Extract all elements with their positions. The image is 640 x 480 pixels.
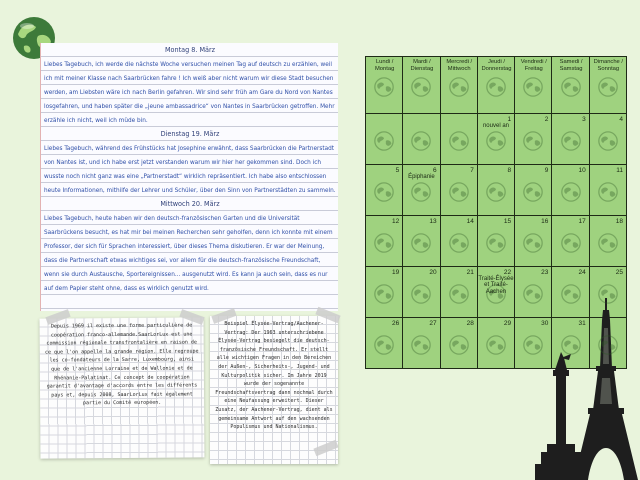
calendar-day-cell[interactable]: [366, 267, 403, 318]
day-number: 6: [432, 167, 437, 174]
day-number: 15: [503, 218, 512, 225]
day-event: Traité-Élysée et Traité-Aachen: [478, 276, 514, 295]
calendar-day-cell[interactable]: [589, 216, 626, 267]
globe-watermark-icon: [410, 76, 432, 98]
globe-watermark-icon: [597, 181, 619, 203]
calendar-day-cell[interactable]: [403, 165, 440, 216]
globe-watermark-icon: [597, 76, 619, 98]
calendar-day-cell[interactable]: [440, 165, 477, 216]
calendar-header-cell: [515, 57, 552, 114]
calendar-day-cell[interactable]: [477, 318, 514, 369]
note-text: Depuis 1969 il existe une forme particulière de coopération franco-allemande.SaarLorLux est une commission régionale transfrontalière en raison de ce que l'on appelle la grande région. Elle regroupe les co-fondateurs de la Sarre, Luxembourg, ainsi que de l'ancienne Lorraine et de Wallonie et de Rhénanie-Palatinat. Ce concept de coopération garantit d'avantage d'accords entre les différents pays et, depuis 2008, SaarLorLux fait également partie du Comité européen.: [44, 322, 199, 407]
diary-date: Mittwoch 20. März: [160, 199, 220, 208]
diary-page: [40, 43, 338, 311]
globe-watermark-icon: [485, 232, 507, 254]
day-number: 28: [466, 320, 474, 327]
note-elysee-vertrag: [210, 316, 338, 464]
globe-watermark-icon: [448, 130, 470, 152]
globe-watermark-icon: [410, 181, 432, 203]
globe-watermark-icon: [597, 130, 619, 152]
day-number: 24: [578, 269, 586, 276]
weekday-label: Mardi / Dienstag: [410, 59, 434, 72]
day-number: 25: [615, 269, 623, 276]
globe-watermark-icon: [560, 76, 582, 98]
day-number: 19: [392, 269, 400, 276]
globe-watermark-icon: [522, 76, 544, 98]
globe-watermark-icon: [373, 232, 395, 254]
globe-watermark-icon: [485, 334, 507, 356]
globe-watermark-icon: [560, 334, 582, 356]
globe-watermark-icon: [373, 334, 395, 356]
globe-watermark-icon: [410, 334, 432, 356]
weekday-label: Samedi / Samstag: [559, 59, 583, 72]
globe-watermark-icon: [373, 76, 395, 98]
calendar-day-cell[interactable]: [515, 165, 552, 216]
calendar-day-cell[interactable]: [366, 216, 403, 267]
calendar-day-cell[interactable]: [440, 267, 477, 318]
day-number: 29: [503, 320, 512, 327]
day-number: 4: [619, 116, 623, 123]
day-number: 1: [507, 116, 512, 123]
day-number: 17: [578, 218, 586, 225]
globe-watermark-icon: [373, 130, 395, 152]
diary-entry: Liebes Tagebuch, während des Frühstücks hat Josephine erwähnt, dass Saarbrücken die Partnerstadt von Nantes ist, und ich habe erst jetzt verstanden warum wir hier her gekommen sind. Doch ich wusste noch nicht ganz was eine „Partnerstadt“ wirklich repräsentiert. Ich habe also entschlossen heute Informationen, mithilfe der Lehrer und Schüler, über den Sinn von Partnerstädten zu sammeln.: [44, 144, 336, 194]
day-number: 16: [541, 218, 549, 225]
weekday-label: Vendredi / Freitag: [520, 59, 547, 72]
globe-watermark-icon: [522, 130, 544, 152]
day-number: 14: [466, 218, 474, 225]
globe-watermark-icon: [448, 181, 470, 203]
calendar-header-cell: [552, 57, 589, 114]
weekday-label: Mercredi / Mittwoch: [446, 59, 473, 72]
day-number: 8: [507, 167, 512, 174]
calendar-day-cell[interactable]: [515, 267, 552, 318]
day-number: 27: [429, 320, 437, 327]
globe-watermark-icon: [485, 130, 507, 152]
calendar-day-cell[interactable]: [515, 216, 552, 267]
globe-watermark-icon: [560, 130, 582, 152]
day-number: 10: [578, 167, 586, 174]
calendar-day-cell[interactable]: [366, 114, 403, 165]
globe-watermark-icon: [597, 334, 619, 356]
calendar-day-cell[interactable]: [552, 165, 589, 216]
calendar-day-cell[interactable]: [440, 318, 477, 369]
globe-watermark-icon: [410, 232, 432, 254]
calendar-day-cell[interactable]: [477, 165, 514, 216]
calendar-week-row: [366, 114, 627, 165]
calendar-day-cell[interactable]: [552, 216, 589, 267]
calendar-day-cell[interactable]: [477, 267, 514, 318]
day-number: 30: [541, 320, 549, 327]
calendar-day-cell[interactable]: [440, 114, 477, 165]
globe-watermark-icon: [410, 130, 432, 152]
globe-watermark-icon: [373, 181, 395, 203]
note-text: Beispiel Élysée-Vertrag/Aachener-Vertrag: Der 1963 unterschriebene Élysée-Vertrag besiegelt die deutsch-französische Freundschaft. Er stellt alle wichtigen Fragen in den Bereichen der Außen-, Sicherheits-, Jugend- und Kulturpolitik sicher. Im Jahre 2019 wurde der sogenannte Freundschaftsvertrag dann nochmal durch eine Neufassung erweitert. Dieser Zusatz, der Aachener-Vertrag, dient als gemeinsame Antwort auf den wachsenden Populismus und Nationalismus.: [215, 321, 333, 431]
diary-date: Dienstag 19. März: [160, 129, 220, 138]
calendar-day-cell[interactable]: [403, 318, 440, 369]
globe-watermark-icon: [373, 283, 395, 305]
day-number: 21: [466, 269, 474, 276]
calendar-day-cell[interactable]: [552, 114, 589, 165]
calendar-day-cell[interactable]: [477, 216, 514, 267]
calendar-header-cell: [477, 57, 514, 114]
globe-watermark-icon: [597, 283, 619, 305]
calendar-day-cell[interactable]: [589, 165, 626, 216]
calendar-week-row: [366, 216, 627, 267]
calendar-day-cell[interactable]: [403, 267, 440, 318]
globe-watermark-icon: [410, 283, 432, 305]
calendar-header-cell: [440, 57, 477, 114]
calendar-day-cell[interactable]: [366, 318, 403, 369]
day-number: 13: [429, 218, 437, 225]
day-number: 7: [470, 167, 474, 174]
globe-watermark-icon: [485, 181, 507, 203]
diary-entry: Liebes Tagebuch, heute haben wir den deutsch-französischen Garten und die Universität Saarbrückens besucht, es hat mir bei meinen Recherchen sehr geholfen, denn ich konnte mit einem Professor, der sich für Sprachen interessiert, über dieses Thema diskutieren. Er war der Meinung, dass die Partnerschaft etwas wichtiges sei, vor allem für die deutsch-französische Freundschaft, wenn sie durch Austausche, Sportereignissen... ausgenutzt wird. Es kann ja auch sein, dass es nur auf dem Papier steht ohne, dass es wirklich genutzt wird.: [44, 214, 333, 292]
calendar-day-cell[interactable]: [515, 114, 552, 165]
globe-watermark-icon: [560, 283, 582, 305]
calendar-day-cell[interactable]: [366, 165, 403, 216]
globe-watermark-icon: [448, 283, 470, 305]
day-number: 20: [429, 269, 437, 276]
weekday-label: Dimanche / Sonntag: [593, 59, 623, 72]
day-number: 9: [544, 167, 549, 174]
day-event: nouvel an: [482, 123, 509, 129]
day-number: 3: [582, 116, 586, 123]
calendar-day-cell[interactable]: [403, 114, 440, 165]
day-number: 31: [578, 320, 586, 327]
day-number: 12: [392, 218, 400, 225]
calendar-day-cell[interactable]: [477, 114, 514, 165]
globe-watermark-icon: [485, 76, 507, 98]
calendar-header-cell: [589, 57, 626, 114]
globe-watermark-icon: [560, 232, 582, 254]
globe-watermark-icon: [448, 232, 470, 254]
weekday-label: Lundi / Montag: [374, 59, 395, 72]
day-number: 18: [615, 218, 623, 225]
diary-entry: Liebes Tagebuch, ich werde die nächste Woche versuchen meinen Tag auf deutsch zu erzählen, weil ich mit meiner Klasse nach Saarbrücken fahre ! Ich weiß aber nicht warum wir diese Stadt besuchen werden, am Liebsten wäre ich nach Berlin gefahren. Wir sind sehr früh am Gare du Nord von Nantes losgefahren, und haben später die „jeune ambassadrice“ von Nantes in Saarbrücken getroffen. Mehr erzähle ich nicht, weil ich müde bin.: [44, 60, 335, 124]
day-number: 11: [616, 167, 623, 174]
calendar-week-row: [366, 165, 627, 216]
globe-watermark-icon: [560, 181, 582, 203]
day-number: 22: [503, 269, 512, 276]
calendar-day-cell[interactable]: [589, 114, 626, 165]
calendar-day-cell[interactable]: [440, 216, 477, 267]
diary-date: Montag 8. März: [164, 45, 216, 54]
day-event: Épiphanie: [408, 174, 435, 180]
globe-watermark-icon: [597, 232, 619, 254]
weekday-label: Jeudi / Donnerstag: [481, 59, 512, 72]
note-saarlorlux: [40, 317, 205, 458]
globe-watermark-icon: [522, 181, 544, 203]
globe-watermark-icon: [448, 334, 470, 356]
globe-watermark-icon: [522, 283, 544, 305]
day-number: 2: [544, 116, 549, 123]
globe-watermark-icon: [522, 232, 544, 254]
day-number: 23: [541, 269, 549, 276]
globe-watermark-icon: [522, 334, 544, 356]
globe-watermark-icon: [448, 76, 470, 98]
calendar-day-cell[interactable]: [403, 216, 440, 267]
calendar-header-cell: [403, 57, 440, 114]
day-number: 5: [395, 167, 400, 174]
day-number: 26: [392, 320, 400, 327]
calendar-header-cell: [366, 57, 403, 114]
